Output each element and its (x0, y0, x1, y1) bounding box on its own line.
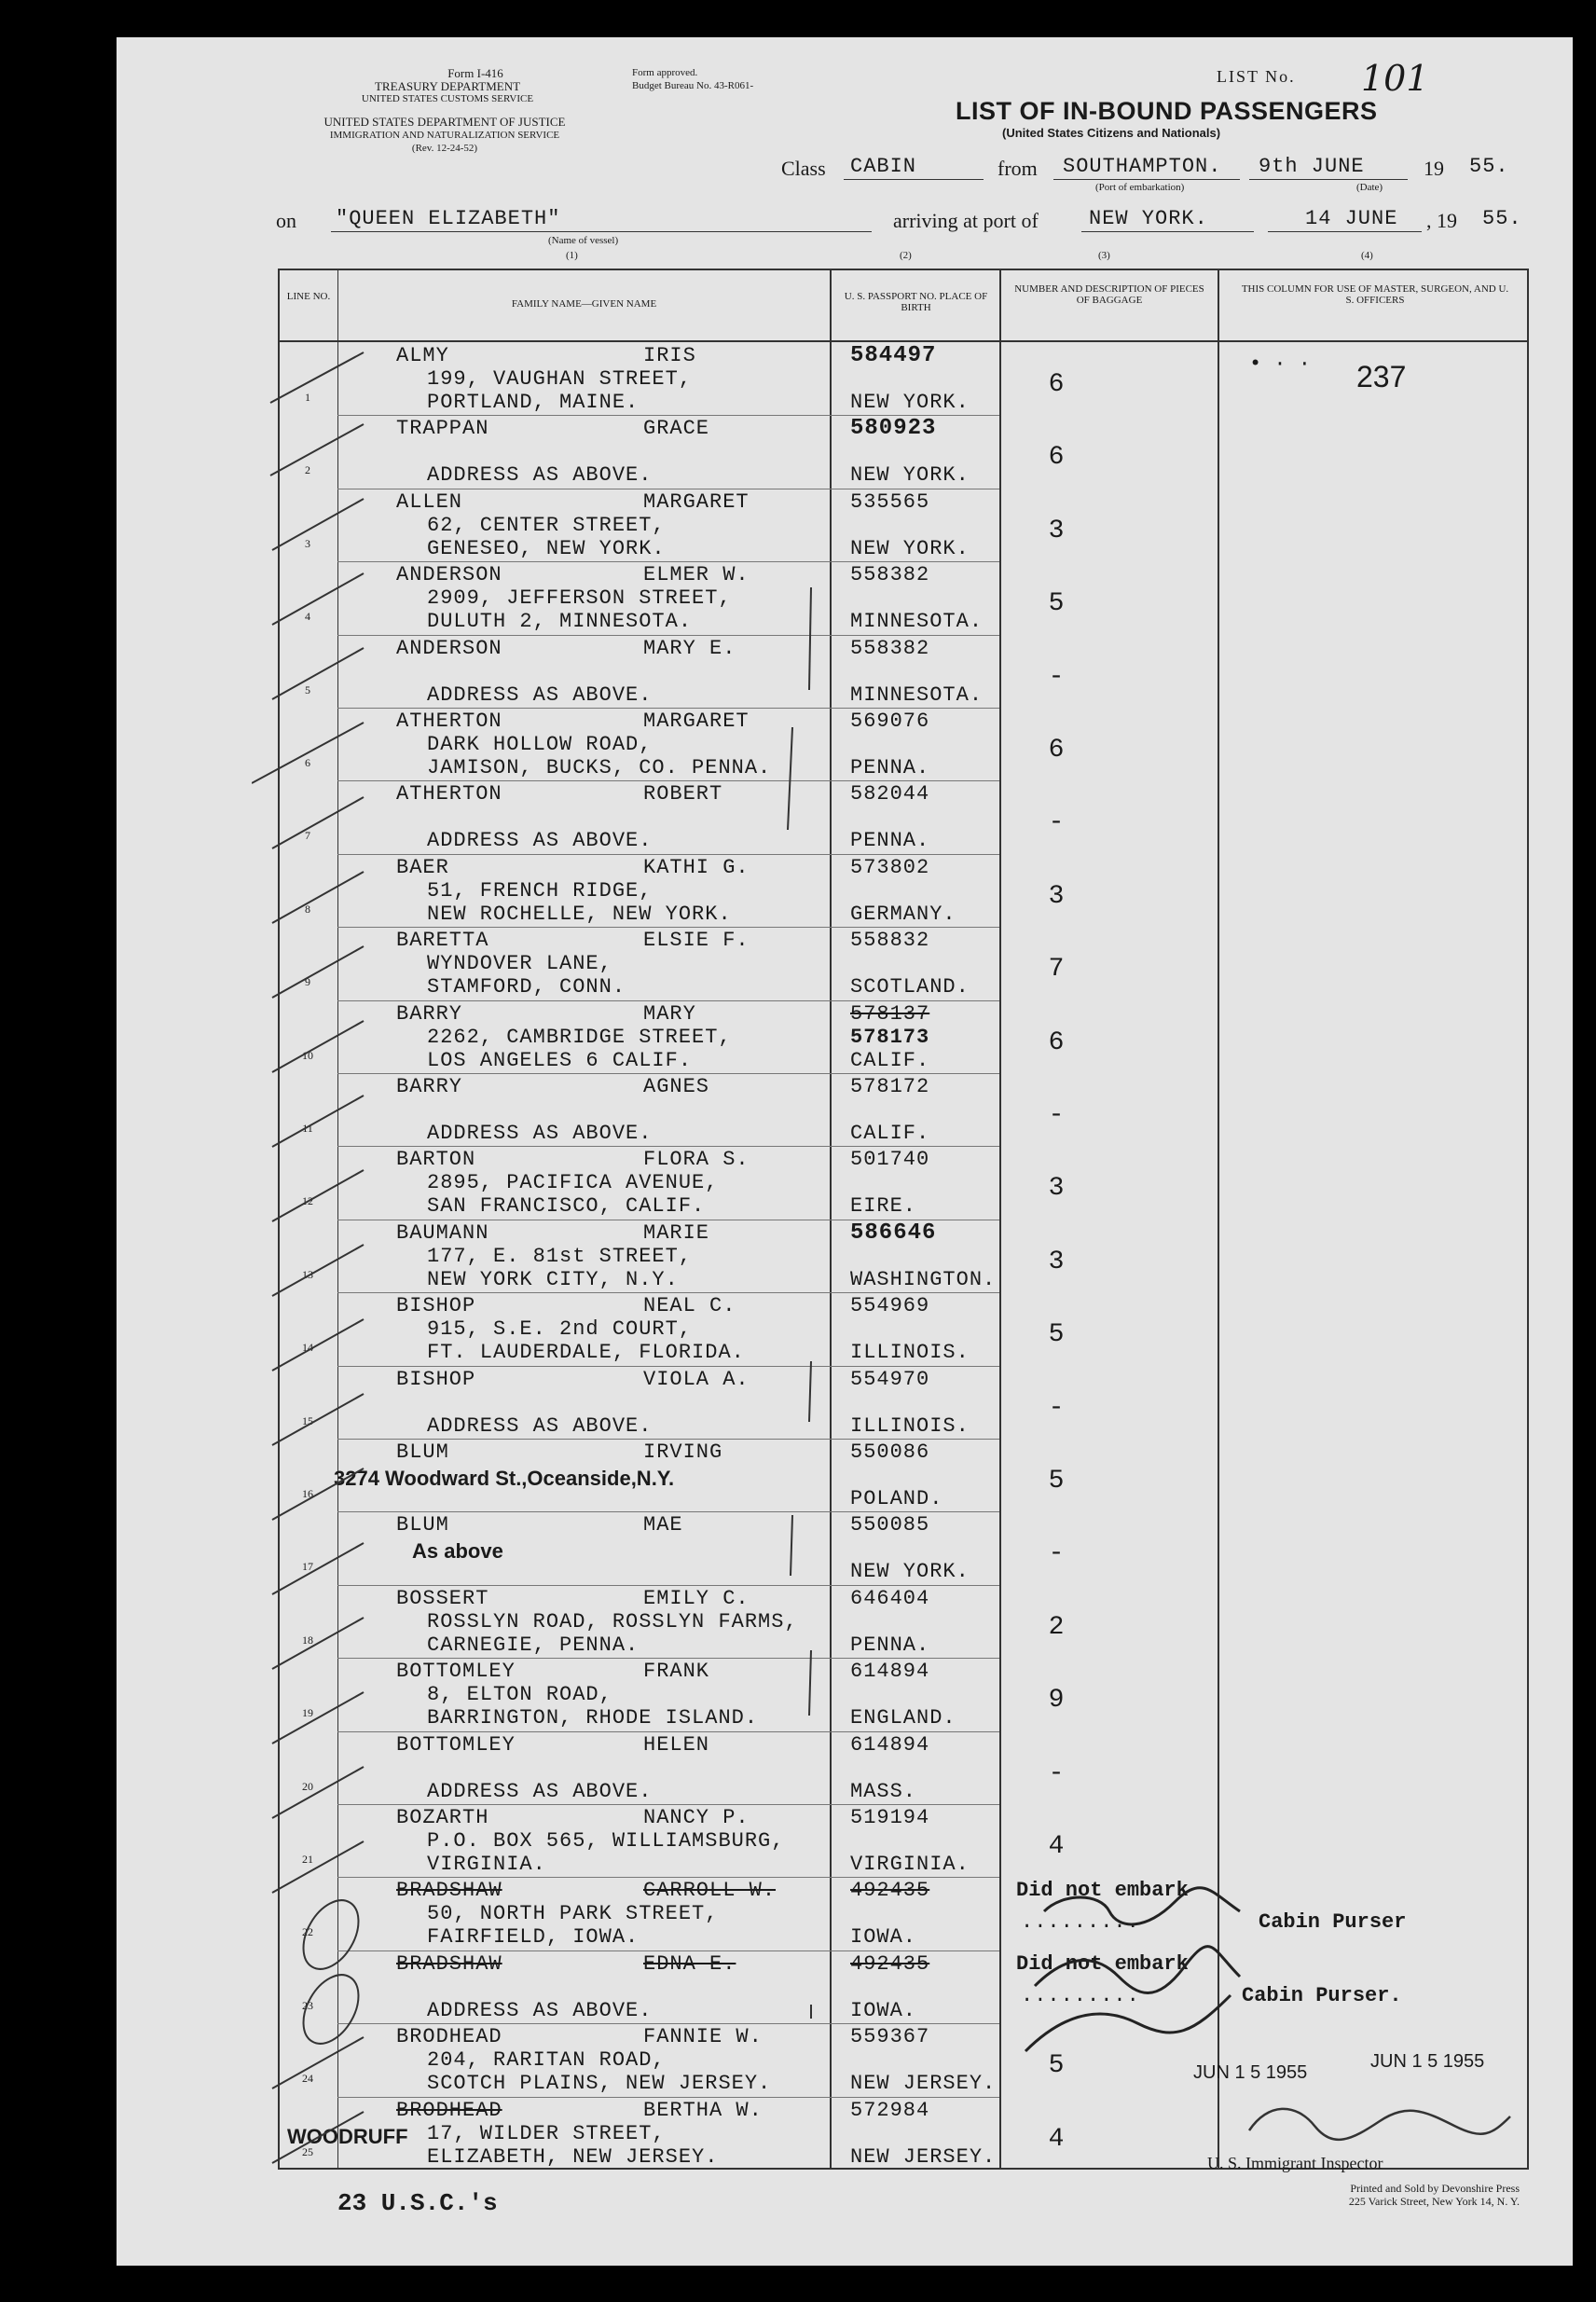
given-name: FLORA S. (643, 1148, 750, 1172)
arriving-label: arriving at port of (893, 209, 1039, 232)
address-line2: NEW YORK CITY, N.Y. (427, 1267, 679, 1291)
place-of-birth: NEW JERSEY. (850, 2072, 997, 2096)
inspector-signature (1240, 2093, 1520, 2149)
family-name: BARTON (396, 1148, 476, 1172)
family-name: ANDERSON (396, 636, 502, 660)
baggage-count: - (1048, 1101, 1065, 1130)
passport-struck: 578137 (850, 1001, 930, 1026)
passport-number: 492435 (850, 1879, 930, 1903)
baggage-count: 2 (1048, 1612, 1065, 1642)
line-number: 16 (302, 1487, 313, 1500)
family-name: BLUM (396, 1440, 449, 1464)
baggage-count: 5 (1048, 2051, 1065, 2081)
given-name: MARY (643, 1001, 696, 1026)
place-of-birth: PENNA. (850, 829, 930, 853)
place-of-birth: VIRGINIA. (850, 1853, 970, 1876)
family-name: ATHERTON (396, 710, 502, 733)
arrival-date: 14 JUNE (1305, 207, 1398, 230)
family-name: BRODHEAD (396, 2025, 502, 2049)
address-line1: 17, WILDER STREET, (427, 2121, 666, 2145)
line-number: 25 (302, 2144, 313, 2158)
address-line2: CARNEGIE, PENNA. (427, 1633, 640, 1657)
line-number: 6 (305, 756, 310, 769)
col-index-1: (1) (566, 250, 578, 261)
list-no-value: 101 (1361, 58, 1429, 99)
address-line1: 2895, PACIFICA AVENUE, (427, 1171, 719, 1195)
passport-number: 558382 (850, 636, 930, 660)
baggage-count: - (1048, 1758, 1065, 1788)
address-line1: 2262, CAMBRIDGE STREET, (427, 1025, 732, 1049)
baggage-count: 5 (1048, 589, 1065, 619)
vessel-name: "QUEEN ELIZABETH" (336, 207, 561, 230)
line-number: 24 (302, 2072, 313, 2086)
officer-tick-marks: • · · (1249, 352, 1312, 376)
footer-count: 23 U.S.C.'s (337, 2189, 498, 2217)
given-name: MARY E. (643, 636, 736, 660)
place-of-birth: ILLINOIS. (850, 1413, 970, 1438)
place-of-birth: MINNESOTA. (850, 610, 984, 634)
page-subtitle: (United States Citizens and Nationals) (1002, 126, 1221, 140)
address-line2: VIRGINIA. (427, 1853, 546, 1876)
line-number: 11 (302, 1122, 313, 1135)
address-line1: 3274 Woodward St.,Oceanside,N.Y. (334, 1467, 675, 1490)
dotted-line: ......... (1021, 1910, 1140, 1935)
given-name: ROBERT (643, 782, 723, 806)
address-line2: ELIZABETH, NEW JERSEY. (427, 2144, 719, 2169)
header-baggage: NUMBER AND DESCRIPTION OF PIECES OF BAGGAGE (1014, 283, 1204, 306)
checkmark-strokes (252, 336, 904, 2182)
given-name: ELSIE F. (643, 929, 750, 953)
given-name: MARGARET (643, 710, 750, 733)
baggage-count: 6 (1048, 443, 1065, 473)
given-name: AGNES (643, 1075, 710, 1098)
place-of-birth: ENGLAND. (850, 1706, 956, 1730)
place-of-birth: CALIF. (850, 1122, 930, 1145)
family-name-correction: WOODRUFF (287, 2124, 408, 2148)
passport-number: 578173 (850, 1025, 930, 1049)
address-line1: ROSSLYN ROAD, ROSSLYN FARMS, (427, 1609, 798, 1633)
line-number: 3 (305, 536, 310, 550)
family-name: BOZARTH (396, 1806, 489, 1829)
baggage-count: 9 (1048, 1686, 1065, 1716)
baggage-count: 3 (1048, 881, 1065, 911)
cabin-purser-label: Cabin Purser. (1242, 1983, 1402, 2007)
family-name: BISHOP (396, 1294, 476, 1318)
ins-line: IMMIGRATION AND NATURALIZATION SERVICE (329, 130, 560, 141)
passport-number: 573802 (850, 855, 930, 879)
family-name: TRAPPAN (396, 417, 489, 441)
given-name: IRVING (643, 1440, 723, 1464)
form-number: Form I-416 (447, 66, 503, 80)
place-of-birth: MASS. (850, 1779, 917, 1803)
from-port: SOUTHAMPTON. (1063, 155, 1222, 178)
passport-number: 578172 (850, 1075, 930, 1098)
place-of-birth: PENNA. (850, 756, 930, 779)
baggage-count: 3 (1048, 1174, 1065, 1204)
baggage-count: - (1048, 1539, 1065, 1569)
passport-number: 580923 (850, 416, 937, 442)
baggage-count: 3 (1048, 516, 1065, 545)
given-name: MARIE (643, 1220, 710, 1245)
line-number: 23 (302, 1998, 313, 2012)
given-name: BERTHA W. (643, 2098, 763, 2122)
passport-number: 519194 (850, 1806, 930, 1829)
family-name: BAER (396, 855, 449, 879)
arrival-year-prefix: , 19 (1426, 209, 1457, 232)
place-of-birth: NEW JERSEY. (850, 2144, 997, 2169)
line-number: 14 (302, 1341, 313, 1355)
address-line2: STAMFORD, CONN. (427, 975, 626, 999)
from-date: 9th JUNE (1259, 155, 1365, 178)
address-line1: P.O. BOX 565, WILLIAMSBURG, (427, 1829, 785, 1853)
address-line2: SCOTCH PLAINS, NEW JERSEY. (427, 2072, 772, 2096)
passport-number: 492435 (850, 1951, 930, 1976)
treasury-dept: TREASURY DEPARTMENT (374, 79, 521, 93)
baggage-count: 3 (1048, 1247, 1065, 1276)
address-line1: DARK HOLLOW ROAD, (427, 733, 653, 756)
line-number: 8 (305, 902, 310, 916)
baggage-count: 7 (1048, 955, 1065, 985)
passport-number: 614894 (850, 1732, 930, 1757)
passport-number: 550086 (850, 1440, 930, 1464)
date-stamp: JUN 1 5 1955 (1370, 2051, 1485, 2073)
passport-number: 535565 (850, 489, 930, 514)
place-of-birth: NEW YORK. (850, 391, 970, 414)
header-passport: U. S. PASSPORT NO. PLACE OF BIRTH (844, 291, 988, 313)
address-line2: NEW ROCHELLE, NEW YORK. (427, 902, 732, 926)
passport-number: 572984 (850, 2098, 930, 2122)
baggage-count: 6 (1048, 370, 1065, 399)
family-name: ALMY (396, 344, 449, 367)
budget-bureau: Budget Bureau No. 43-R061- (632, 80, 754, 91)
address-line1: 199, VAUGHAN STREET, (427, 367, 693, 391)
place-of-birth: GERMANY. (850, 902, 956, 926)
address-line2: FT. LAUDERDALE, FLORIDA. (427, 1341, 745, 1365)
printer-line2: 225 Varick Street, New York 14, N. Y. (1348, 2195, 1520, 2208)
place-of-birth: PENNA. (850, 1633, 930, 1657)
given-name: VIOLA A. (643, 1367, 750, 1391)
given-name: FANNIE W. (643, 2025, 763, 2049)
baggage-count: - (1048, 662, 1065, 692)
passport-number: 582044 (850, 782, 930, 806)
address-line2: ADDRESS AS ABOVE. (427, 682, 653, 707)
port-embark-caption: (Port of embarkation) (1095, 182, 1185, 193)
family-name: ANDERSON (396, 563, 502, 587)
purser-signature (1007, 1874, 1277, 2061)
baggage-count: - (1048, 1393, 1065, 1423)
col-index-2: (2) (900, 250, 912, 261)
baggage-count: - (1048, 808, 1065, 838)
place-of-birth: IOWA. (850, 1998, 917, 2022)
family-name: BAUMANN (396, 1220, 489, 1245)
line-number: 13 (302, 1267, 313, 1281)
baggage-count: 6 (1048, 736, 1065, 765)
address-line1: 177, E. 81st STREET, (427, 1244, 693, 1268)
given-name: FRANK (643, 1660, 710, 1684)
line-number: 22 (302, 1925, 313, 1939)
line-number: 21 (302, 1853, 313, 1866)
baggage-count: 5 (1048, 1320, 1065, 1350)
did-not-embark-note: Did not embark (1016, 1951, 1189, 1976)
family-name: BOTTOMLEY (396, 1732, 516, 1757)
place-of-birth: ILLINOIS. (850, 1341, 970, 1365)
on-label: on (276, 209, 296, 232)
address-line2: GENESEO, NEW YORK. (427, 536, 666, 560)
dept-justice: UNITED STATES DEPARTMENT OF JUSTICE (323, 115, 566, 129)
baggage-count: 6 (1048, 1027, 1065, 1057)
arrival-year: 55. (1482, 207, 1522, 230)
date-caption: (Date) (1356, 182, 1383, 193)
place-of-birth: WASHINGTON. (850, 1267, 997, 1291)
given-name: GRACE (643, 417, 710, 441)
address-line1: 204, RARITAN ROAD, (427, 2048, 666, 2073)
address-line1: As above (412, 1539, 503, 1564)
arrival-port: NEW YORK. (1089, 207, 1208, 230)
officer-note: 237 (1356, 360, 1407, 393)
family-name: BISHOP (396, 1367, 476, 1391)
inspector-label: U. S. Immigrant Inspector (1207, 2153, 1383, 2172)
line-number: 2 (305, 463, 310, 477)
from-year-prefix: 19 (1424, 157, 1444, 180)
address-line2: ADDRESS AS ABOVE. (427, 1413, 653, 1438)
date-stamp: JUN 1 5 1955 (1193, 2062, 1308, 2084)
header-name: FAMILY NAME—GIVEN NAME (511, 298, 657, 310)
given-name: KATHI G. (643, 855, 750, 879)
place-of-birth: SCOTLAND. (850, 975, 970, 999)
place-of-birth: POLAND. (850, 1487, 943, 1510)
address-line2: ADDRESS AS ABOVE. (427, 829, 653, 853)
given-name: IRIS (643, 344, 696, 367)
family-name: ATHERTON (396, 782, 502, 806)
header-officers: THIS COLUMN FOR USE OF MASTER, SURGEON, AND U. S. OFFICERS (1241, 283, 1509, 306)
class-value: CABIN (850, 155, 917, 178)
passport-number: 569076 (850, 710, 930, 733)
given-name: EDNA E. (643, 1951, 736, 1976)
address-line1: WYNDOVER LANE, (427, 952, 612, 976)
line-number: 4 (305, 610, 310, 624)
place-of-birth: MINNESOTA. (850, 682, 984, 707)
given-name: EMILY C. (643, 1586, 750, 1610)
passport-number: 614894 (850, 1660, 930, 1684)
family-name: BRADSHAW (396, 1879, 502, 1903)
address-line1: 50, NORTH PARK STREET, (427, 1902, 719, 1926)
baggage-count: 4 (1048, 1832, 1065, 1861)
address-line2: LOS ANGELES 6 CALIF. (427, 1048, 693, 1072)
line-number: 15 (302, 1413, 313, 1427)
place-of-birth: CALIF. (850, 1048, 930, 1072)
family-name: ALLEN (396, 489, 463, 514)
rev-date: (Rev. 12-24-52) (411, 143, 478, 154)
line-number: 10 (302, 1048, 313, 1062)
given-name: HELEN (643, 1732, 710, 1757)
line-number: 19 (302, 1706, 313, 1720)
passport-number: 586646 (850, 1220, 937, 1246)
did-not-embark-note: Did not embark (1016, 1879, 1189, 1903)
dotted-line: ......... (1021, 1983, 1140, 2007)
place-of-birth: NEW YORK. (850, 536, 970, 560)
given-name: MAE (643, 1513, 683, 1537)
address-line2: ADDRESS AS ABOVE. (427, 463, 653, 488)
family-name: BOSSERT (396, 1586, 489, 1610)
family-name: BARRY (396, 1075, 463, 1098)
family-name: BRODHEAD (396, 2098, 502, 2122)
address-line2: DULUTH 2, MINNESOTA. (427, 610, 693, 634)
family-name: BOTTOMLEY (396, 1660, 516, 1684)
line-number: 7 (305, 829, 310, 843)
place-of-birth: NEW YORK. (850, 463, 970, 488)
class-label: Class (781, 157, 826, 180)
from-label: from (998, 157, 1038, 180)
address-line2: SAN FRANCISCO, CALIF. (427, 1194, 706, 1219)
line-number: 1 (305, 391, 310, 404)
form-approved: Form approved. (632, 67, 698, 78)
line-number: 12 (302, 1194, 313, 1208)
family-name: BLUM (396, 1513, 449, 1537)
passport-number: 646404 (850, 1586, 930, 1610)
given-name: ELMER W. (643, 563, 750, 587)
address-line1: 2909, JEFFERSON STREET, (427, 586, 732, 611)
from-year: 55. (1469, 155, 1509, 178)
page-title: LIST OF IN-BOUND PASSENGERS (956, 97, 1378, 125)
given-name: NEAL C. (643, 1294, 736, 1318)
address-line2: JAMISON, BUCKS, CO. PENNA. (427, 756, 772, 779)
place-of-birth: EIRE. (850, 1194, 917, 1219)
passport-number: 559367 (850, 2025, 930, 2049)
address-line2: ADDRESS AS ABOVE. (427, 1998, 653, 2022)
address-line2: PORTLAND, MAINE. (427, 391, 640, 414)
vessel-caption: (Name of vessel) (548, 235, 619, 246)
printer-line1: Printed and Sold by Devonshire Press (1350, 2182, 1520, 2195)
family-name: BARRY (396, 1001, 463, 1026)
baggage-count: 5 (1048, 1467, 1065, 1496)
address-line2: ADDRESS AS ABOVE. (427, 1779, 653, 1803)
given-name: CARROLL W. (643, 1879, 777, 1903)
passport-number: 558382 (850, 563, 930, 587)
place-of-birth: IOWA. (850, 1925, 917, 1950)
line-number: 5 (305, 682, 310, 696)
passport-number: 554969 (850, 1294, 930, 1318)
passport-number: 558832 (850, 929, 930, 953)
customs-service: UNITED STATES CUSTOMS SERVICE (361, 93, 534, 104)
line-number: 9 (305, 975, 310, 989)
list-no-label: LIST No. (1217, 67, 1296, 86)
address-line1: 8, ELTON ROAD, (427, 1683, 612, 1707)
given-name: NANCY P. (643, 1806, 750, 1829)
family-name: BARETTA (396, 929, 489, 953)
passport-number: 584497 (850, 343, 937, 368)
address-line1: 915, S.E. 2nd COURT, (427, 1317, 693, 1342)
passport-number: 554970 (850, 1367, 930, 1391)
address-line2: FAIRFIELD, IOWA. (427, 1925, 640, 1950)
cabin-purser-label: Cabin Purser (1259, 1910, 1407, 1935)
address-line2: ADDRESS AS ABOVE. (427, 1122, 653, 1145)
given-name: MARGARET (643, 489, 750, 514)
passport-number: 550085 (850, 1513, 930, 1537)
header-line-no: LINE NO. (286, 291, 331, 302)
col-index-3: (3) (1098, 250, 1110, 261)
line-number: 17 (302, 1560, 313, 1574)
line-number: 18 (302, 1633, 313, 1647)
baggage-count: 4 (1048, 2124, 1065, 2154)
address-line1: 51, FRENCH RIDGE, (427, 878, 653, 903)
address-line1: 62, CENTER STREET, (427, 513, 666, 537)
family-name: BRADSHAW (396, 1951, 502, 1976)
address-line2: BARRINGTON, RHODE ISLAND. (427, 1706, 759, 1730)
line-number: 20 (302, 1779, 313, 1793)
col-index-4: (4) (1361, 250, 1373, 261)
place-of-birth: NEW YORK. (850, 1560, 970, 1584)
passport-number: 501740 (850, 1148, 930, 1172)
